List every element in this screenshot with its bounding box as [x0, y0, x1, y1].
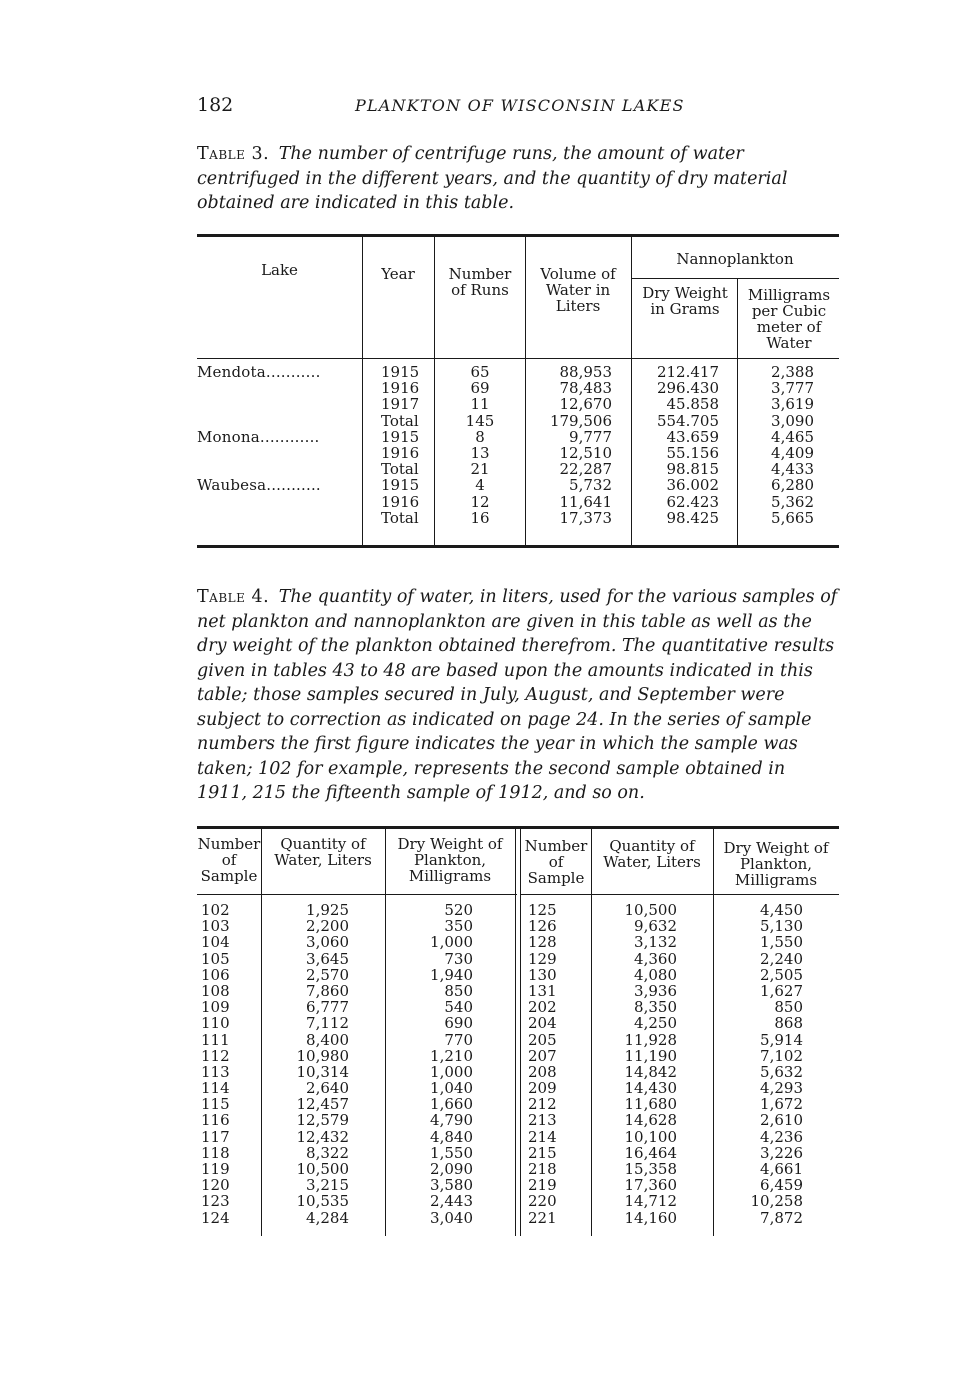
table4-quantity-cell: 10,314: [296, 1062, 349, 1081]
table3-runs-cell: 16: [470, 508, 490, 527]
table3-runs-cell: 12: [470, 492, 490, 511]
table4-quantity-cell: 4,080: [634, 965, 677, 984]
table3-volume-cell: 5,732: [569, 476, 612, 495]
table4-header-quantity-right: Quantity of Water, Liters: [603, 837, 701, 871]
table4-header-sample-left: Number of Sample: [197, 835, 261, 885]
table4-left-sample-column: [201, 902, 230, 1226]
table4-dry-weight-cell: 10,258: [750, 1192, 803, 1211]
table3-runs-cell: 4: [475, 476, 485, 495]
table4-quantity-cell: 14,430: [624, 1079, 677, 1098]
table4-header-dry-weight-left: Dry Weight of Plankton, Milligrams: [397, 835, 503, 885]
table4-dry-weight-cell: 520: [444, 901, 473, 919]
table3-lake-cell: [197, 494, 362, 510]
table3-header-rule: [197, 358, 839, 359]
table4-quantity-cell: 4,360: [634, 949, 677, 968]
table4-quantity-cell: 1,925: [306, 901, 349, 919]
table4-quantity-cell: 8,350: [634, 998, 677, 1017]
table3-runs-cell: 145: [465, 411, 495, 430]
table4-sample-cell: 113: [201, 1062, 230, 1081]
table3-year-cell: 1915: [381, 476, 420, 495]
table4-dry-weight-cell: 3,040: [430, 1208, 473, 1227]
table4-sample-cell: 215: [528, 1143, 557, 1162]
table3-volume-cell: 9,777: [569, 427, 612, 446]
table3-mg-cell: 3,090: [771, 411, 814, 430]
table3-mg-cell: 4,465: [771, 427, 814, 446]
table3-lake-cell: [197, 461, 362, 477]
table4-sample-cell: 126: [528, 917, 557, 936]
table4-quantity-cell: 3,215: [306, 1176, 349, 1195]
table4-dry-weight-cell: 770: [444, 1030, 473, 1049]
table4-sample-cell: 128: [528, 933, 557, 952]
table4-quantity-cell: 12,457: [296, 1095, 349, 1114]
table3-mg-cell: 4,409: [771, 443, 814, 462]
table4-caption-text: The quantity of water, in liters, used for the various samples of net plankton and nannoplankton are given in this table as well as the dry weight of the plankton obtained therefrom. The quantitative results given in tables 43 to 48 are based upon the amounts indicated in this table; those samples secured in July, August, and September were subject to correction as indicated on page 24. In the series of sample numbers the first figure indicates the year in which the sample was taken; 102 for example, represents the second sample obtained in 1911, 215 the fifteenth sample of 1912, and so on.: [197, 587, 838, 803]
table4-sample-cell: 118: [201, 1143, 230, 1162]
table3-mg-column: [737, 364, 814, 526]
table4-dry-weight-cell: 1,940: [430, 965, 473, 984]
table3-lake-cell: [197, 510, 362, 526]
table3-dry-weight-cell: 43.659: [666, 427, 719, 446]
table4-dry-weight-cell: 3,226: [760, 1143, 803, 1162]
table4-dry-weight-cell: 350: [444, 917, 473, 936]
table3-dry-weight-cell: 62.423: [666, 492, 719, 511]
table3-lake-cell: Waubesa...........: [197, 476, 321, 495]
table4-quantity-cell: 14,628: [624, 1111, 677, 1130]
table3-header-dry-weight: Dry Weight in Grams: [642, 284, 728, 318]
table4-caption: [197, 585, 839, 806]
table3-year-cell: 1915: [381, 363, 420, 381]
table3-year-column: [381, 364, 419, 526]
table4-dry-weight-cell: 4,661: [760, 1160, 803, 1178]
table4-label: Table 4.: [197, 587, 270, 607]
table4-sample-cell: 131: [528, 981, 557, 1000]
table4-dry-weight-cell: 2,240: [760, 949, 803, 968]
table4-dry-weight-cell: 2,443: [430, 1192, 473, 1211]
table3-caption: [197, 142, 839, 216]
table4-quantity-cell: 15,358: [624, 1160, 677, 1178]
table3-runs-cell: 65: [470, 363, 490, 381]
table3-year-cell: 1916: [381, 379, 420, 398]
table4-quantity-cell: 11,190: [624, 1046, 677, 1065]
table4-sample-cell: 120: [201, 1176, 230, 1195]
table4-sample-cell: 205: [528, 1030, 557, 1049]
table4-dry-weight-cell: 1,000: [430, 933, 473, 952]
table4-quantity-cell: 10,500: [296, 1160, 349, 1178]
table3-year-cell: Total: [381, 508, 419, 527]
table4-quantity-cell: 10,535: [296, 1192, 349, 1211]
table4-quantity-cell: 6,777: [306, 998, 349, 1017]
table4-dry-weight-cell: 4,840: [430, 1127, 473, 1146]
table4-header-sample-right: Number of Sample: [524, 837, 588, 887]
table3-header-lake: Lake: [261, 261, 298, 279]
table3: [197, 234, 839, 548]
table4-sample-cell: 109: [201, 998, 230, 1017]
table3-dry-weight-cell: 98.425: [666, 508, 719, 527]
table4-sample-cell: 125: [528, 901, 557, 919]
table4-dry-weight-cell: 5,914: [760, 1030, 803, 1049]
table3-nanno-rule: [631, 278, 839, 279]
table4-dry-weight-cell: 1,627: [760, 981, 803, 1000]
table4-sample-cell: 202: [528, 998, 557, 1017]
table3-header-year: Year: [381, 265, 415, 283]
table4-dry-weight-cell: 730: [444, 949, 473, 968]
table4-quantity-cell: 2,200: [306, 917, 349, 936]
table4-dry-weight-cell: 868: [774, 1014, 803, 1033]
table4-dry-weight-cell: 6,459: [760, 1176, 803, 1195]
table4-sample-cell: 212: [528, 1095, 557, 1114]
table4-quantity-cell: 14,842: [624, 1062, 677, 1081]
table3-caption-text: The number of centrifuge runs, the amount of water centrifuged in the different years, and the quantity of dry material obtained are indicated in this table.: [197, 144, 788, 213]
table4-quantity-cell: 4,284: [306, 1208, 349, 1227]
table3-top-rule: [197, 234, 839, 237]
table4-quantity-cell: 11,928: [624, 1030, 677, 1049]
table4-dry-weight-cell: 540: [444, 998, 473, 1017]
table3-lake-cell: Monona............: [197, 427, 320, 446]
table4-sample-cell: 219: [528, 1176, 557, 1195]
table3-lake-cell: [197, 445, 362, 461]
table3-runs-cell: 13: [470, 443, 490, 462]
table4-dry-weight-cell: 4,236: [760, 1127, 803, 1146]
table4-right-sample-column: [528, 902, 557, 1226]
table3-runs-column: [440, 364, 520, 526]
table4-dry-weight-cell: 850: [774, 998, 803, 1017]
table4-quantity-cell: 11,680: [624, 1095, 677, 1114]
table4-sample-cell: 110: [201, 1014, 230, 1033]
table4-header-quantity-left: Quantity of Water, Liters: [274, 835, 372, 869]
running-title: PLANKTON OF WISCONSIN LAKES: [355, 96, 685, 115]
table4-quantity-cell: 8,400: [306, 1030, 349, 1049]
table4-sample-cell: 119: [201, 1160, 230, 1178]
table3-volume-cell: 88,953: [559, 363, 612, 381]
table4-quantity-cell: 3,936: [634, 981, 677, 1000]
table3-runs-cell: 21: [470, 460, 490, 479]
table3-mg-cell: 4,433: [771, 460, 814, 479]
table4-sample-cell: 108: [201, 981, 230, 1000]
table3-year-cell: 1917: [381, 395, 420, 414]
table4-sample-cell: 129: [528, 949, 557, 968]
table3-year-cell: Total: [381, 460, 419, 479]
table4-quantity-cell: 7,112: [306, 1014, 349, 1033]
table3-mg-cell: 3,619: [771, 395, 814, 414]
table4-quantity-cell: 8,322: [306, 1143, 349, 1162]
table4-quantity-cell: 2,570: [306, 965, 349, 984]
table3-lake-cell: [197, 380, 362, 396]
table4-sample-cell: 218: [528, 1160, 557, 1178]
table4-sample-cell: 106: [201, 965, 230, 984]
table4-sample-cell: 221: [528, 1208, 557, 1227]
table3-volume-cell: 22,287: [559, 460, 612, 479]
table4-quantity-cell: 9,632: [634, 917, 677, 936]
table4-left-dry-weight-column: [385, 902, 473, 1226]
table4-dry-weight-cell: 5,632: [760, 1062, 803, 1081]
table3-volume-cell: 12,670: [559, 395, 612, 414]
table4-quantity-cell: 10,980: [296, 1046, 349, 1065]
table3-volume-column: [525, 364, 612, 526]
table3-runs-cell: 8: [475, 427, 485, 446]
table4-sample-cell: 111: [201, 1030, 230, 1049]
table3-year-cell: 1916: [381, 492, 420, 511]
table3-volume-cell: 12,510: [559, 443, 612, 462]
table4-sample-cell: 104: [201, 933, 230, 952]
table3-lake-cell: [197, 396, 362, 412]
table4-dry-weight-cell: 690: [444, 1014, 473, 1033]
table3-divider: [434, 234, 435, 548]
table4-quantity-cell: 12,432: [296, 1127, 349, 1146]
table3-mg-cell: 5,362: [771, 492, 814, 511]
table4-quantity-cell: 7,860: [306, 981, 349, 1000]
table3-dry-weight-cell: 55.156: [666, 443, 719, 462]
table4-quantity-cell: 4,250: [634, 1014, 677, 1033]
table4-sample-cell: 117: [201, 1127, 230, 1146]
table4-sample-cell: 220: [528, 1192, 557, 1211]
table4-quantity-cell: 3,132: [634, 933, 677, 952]
table3-header-mg: Milligrams per Cubic meter of Water: [747, 286, 831, 352]
table4-dry-weight-cell: 3,580: [430, 1176, 473, 1195]
table3-year-cell: 1915: [381, 427, 420, 446]
table3-bottom-rule: [197, 545, 839, 548]
table4-double-divider: [515, 826, 521, 1236]
table3-dry-weight-column: [631, 364, 719, 526]
table3-year-cell: 1916: [381, 443, 420, 462]
table3-runs-cell: 69: [470, 379, 490, 398]
table4-dry-weight-cell: 2,505: [760, 965, 803, 984]
table3-volume-cell: 11,641: [559, 492, 612, 511]
table3-volume-cell: 17,373: [559, 508, 612, 527]
table4-quantity-cell: 16,464: [624, 1143, 677, 1162]
table4-quantity-cell: 3,645: [306, 949, 349, 968]
page-number: 182: [197, 94, 234, 116]
table3-dry-weight-cell: 45.858: [666, 395, 719, 414]
table4-sample-cell: 115: [201, 1095, 230, 1114]
table3-volume-cell: 179,506: [549, 411, 612, 430]
table4-dry-weight-cell: 4,293: [760, 1079, 803, 1098]
table3-label: Table 3.: [197, 144, 270, 164]
table4-quantity-cell: 2,640: [306, 1079, 349, 1098]
table3-dry-weight-cell: 296.430: [656, 379, 719, 398]
table4-sample-cell: 213: [528, 1111, 557, 1130]
table4-header-dry-weight-right: Dry Weight of Plankton, Milligrams: [723, 839, 829, 889]
table4-sample-cell: 204: [528, 1014, 557, 1033]
table4-quantity-cell: 3,060: [306, 933, 349, 952]
table4-quantity-cell: 10,100: [624, 1127, 677, 1146]
table4-dry-weight-cell: 7,102: [760, 1046, 803, 1065]
table4-quantity-cell: 14,160: [624, 1208, 677, 1227]
table4-right-quantity-column: [591, 902, 677, 1226]
table4-dry-weight-cell: 2,090: [430, 1160, 473, 1178]
table3-lake-cell: Mendota...........: [197, 363, 321, 381]
table3-year-cell: Total: [381, 411, 419, 430]
table4-sample-cell: 208: [528, 1062, 557, 1081]
table3-dry-weight-cell: 554.705: [656, 411, 719, 430]
table4-dry-weight-cell: 2,610: [760, 1111, 803, 1130]
table3-dry-weight-cell: 212.417: [656, 363, 719, 381]
table4-sample-cell: 105: [201, 949, 230, 968]
table3-header-nannoplankton: Nannoplankton: [676, 250, 794, 268]
table3-mg-cell: 5,665: [771, 508, 814, 527]
table4-dry-weight-cell: 1,000: [430, 1062, 473, 1081]
table4-sample-cell: 209: [528, 1079, 557, 1098]
table4-sample-cell: 102: [201, 901, 230, 919]
table3-volume-cell: 78,483: [559, 379, 612, 398]
table4-sample-cell: 103: [201, 917, 230, 936]
table4-sample-cell: 114: [201, 1079, 230, 1098]
table4-sample-cell: 207: [528, 1046, 557, 1065]
table4-dry-weight-cell: 1,550: [430, 1143, 473, 1162]
table4-dry-weight-cell: 4,450: [760, 901, 803, 919]
table3-mg-cell: 3,777: [771, 379, 814, 398]
table4-header-rule-left: [197, 894, 517, 895]
table4-sample-cell: 116: [201, 1111, 230, 1130]
table4-sample-cell: 123: [201, 1192, 230, 1211]
table4-header-rule-right: [521, 894, 839, 895]
table4-dry-weight-cell: 1,210: [430, 1046, 473, 1065]
table3-lake-column: [197, 364, 362, 526]
table4-dry-weight-cell: 850: [444, 981, 473, 1000]
table3-mg-cell: 6,280: [771, 476, 814, 495]
table4-quantity-cell: 10,500: [624, 901, 677, 919]
table3-mg-cell: 2,388: [771, 363, 814, 381]
table3-header-volume: Volume of Water in Liters: [540, 265, 616, 315]
table4-dry-weight-cell: 1,550: [760, 933, 803, 952]
table4-dry-weight-cell: 5,130: [760, 917, 803, 936]
table4-dry-weight-cell: 1,672: [760, 1095, 803, 1114]
table4-sample-cell: 112: [201, 1046, 230, 1065]
table3-runs-cell: 11: [470, 395, 490, 414]
table4-sample-cell: 214: [528, 1127, 557, 1146]
table4-quantity-cell: 12,579: [296, 1111, 349, 1130]
table3-lake-cell: [197, 413, 362, 429]
table4: [197, 826, 839, 1236]
table4-dry-weight-cell: 1,660: [430, 1095, 473, 1114]
table4-sample-cell: 124: [201, 1208, 230, 1227]
table4-dry-weight-cell: 7,872: [760, 1208, 803, 1227]
table3-dry-weight-cell: 98.815: [666, 460, 719, 479]
table3-dry-weight-cell: 36.002: [666, 476, 719, 495]
table4-left-quantity-column: [261, 902, 349, 1226]
table4-quantity-cell: 14,712: [624, 1192, 677, 1211]
table4-dry-weight-cell: 1,040: [430, 1079, 473, 1098]
table4-sample-cell: 130: [528, 965, 557, 984]
table3-header-runs: Number of Runs: [448, 265, 512, 299]
table4-dry-weight-cell: 4,790: [430, 1111, 473, 1130]
table4-quantity-cell: 17,360: [624, 1176, 677, 1195]
table4-right-dry-weight-column: [713, 902, 803, 1226]
